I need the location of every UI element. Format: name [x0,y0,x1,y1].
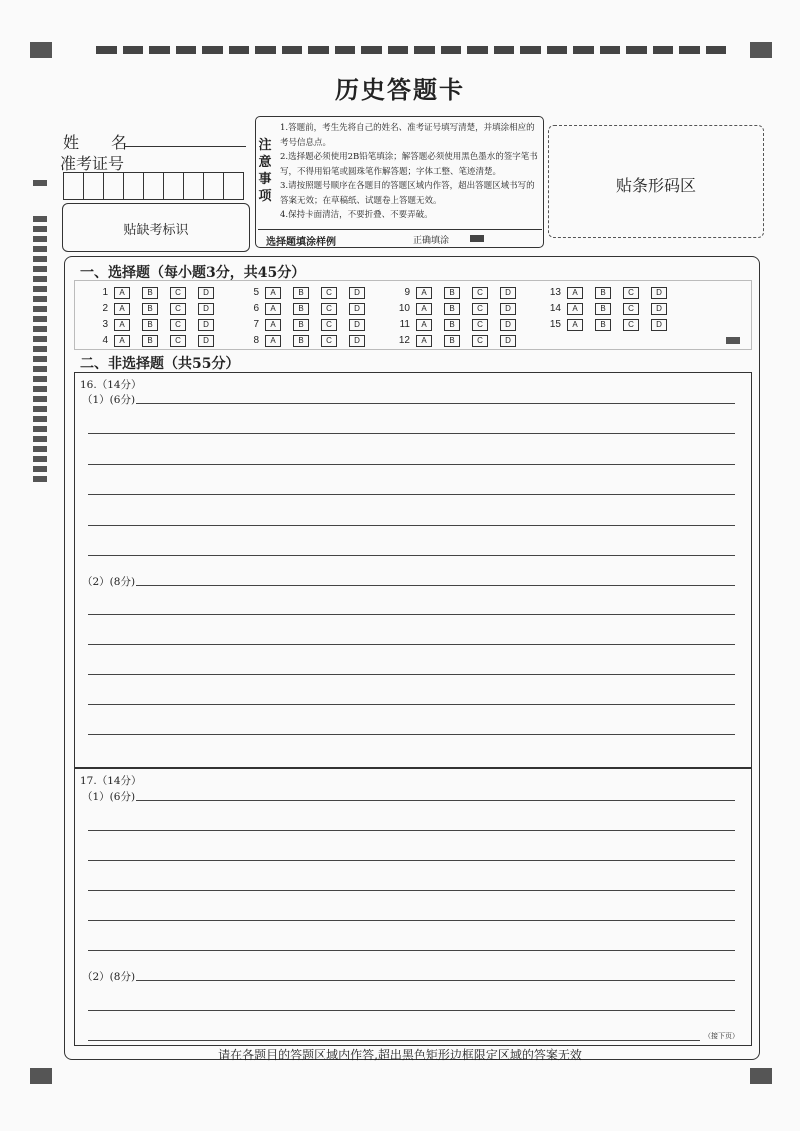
writing-line[interactable] [88,494,735,495]
option-c[interactable]: C [321,303,337,315]
option-d[interactable]: D [198,287,214,299]
choice-question-3 [94,318,245,331]
option-a[interactable]: A [114,335,130,347]
section1-marker [726,337,740,344]
answer-area-q17[interactable] [74,767,752,1046]
question-number: 11 [399,319,410,330]
id-label: 准考证号 [60,154,125,173]
writing-line[interactable] [88,860,735,861]
choice-question-10 [396,302,547,315]
choice-question-8 [245,334,396,347]
section1-title: 一、选择题（每小题3分，共45分） [80,265,306,281]
absent-sticker-label: 贴缺考标识 [123,223,189,238]
choice-question-1 [94,286,245,299]
option-c[interactable]: C [321,287,337,299]
choice-question-6 [245,302,396,315]
question-number: 12 [398,335,410,346]
notice-item: 4.保持卡面清洁，不要折叠、不要弄破。 [280,210,433,220]
absent-sticker-area [62,203,250,252]
footer-warning: 请在各题目的答题区域内作答,超出黑色矩形边框限定区域的答案无效 [218,1048,582,1062]
option-a[interactable]: A [567,319,583,331]
question-number: 10 [398,303,410,314]
option-c[interactable]: C [321,335,337,347]
choice-question-7 [245,318,396,331]
question-number: 4 [102,335,108,346]
option-b[interactable]: B [444,319,460,331]
writing-line[interactable] [88,890,735,891]
q17-part2-label: （2）(8分) [82,971,136,983]
option-d[interactable]: D [500,303,516,315]
option-b[interactable]: B [142,319,158,331]
option-c[interactable]: C [623,287,639,299]
option-d[interactable]: D [349,335,365,347]
notice-title: 注意事项 [258,138,272,204]
option-c[interactable]: C [472,303,488,315]
choice-question-11 [396,318,547,331]
corner-mark-bottom-left [30,1068,52,1084]
writing-line[interactable] [88,464,735,465]
option-c[interactable]: C [623,303,639,315]
q16-label: 16.（14分） [80,379,142,391]
question-number: 13 [549,287,561,298]
option-b[interactable]: B [142,287,158,299]
option-d[interactable]: D [651,287,667,299]
barcode-label: 贴条形码区 [615,176,696,195]
option-c[interactable]: C [170,303,186,315]
choice-question-14 [547,302,698,315]
option-b[interactable]: B [142,335,158,347]
notice-item: 2.选择题必须使用2B铅笔填涂；解答题必须使用黑色墨水的签字笔书写，不得用铅笔或圆珠笔作解答题；字体工整、笔迹清楚。 [280,152,538,177]
writing-line[interactable] [136,585,735,586]
question-number: 6 [253,303,259,314]
choice-question-4 [94,334,245,347]
q16-part1-label: （1）(6分) [82,394,136,406]
option-a[interactable]: A [265,335,281,347]
corner-mark-top-right [750,42,772,58]
q17-label: 17.（14分） [80,775,142,787]
notice-item: 3.请按照题号顺序在各题目的答题区域内作答，超出答题区域书写的答案无效；在草稿纸、试题卷上答题无效。 [280,181,535,206]
option-a[interactable]: A [114,303,130,315]
answer-area-q16[interactable] [74,372,752,769]
exam-id-grid[interactable] [63,172,244,200]
writing-line[interactable] [88,525,735,526]
option-d[interactable]: D [198,319,214,331]
question-number: 15 [549,319,561,330]
page-title: 历史答题卡 [335,75,465,104]
writing-line[interactable] [88,614,735,615]
choice-question-15 [547,318,698,331]
option-b[interactable]: B [293,287,309,299]
choice-question-5 [245,286,396,299]
question-number: 9 [404,287,410,298]
option-d[interactable]: D [349,287,365,299]
option-a[interactable]: A [416,319,432,331]
option-c[interactable]: C [170,287,186,299]
writing-line[interactable] [88,1010,735,1011]
writing-line[interactable] [88,920,735,921]
question-number: 7 [253,319,259,330]
option-a[interactable]: A [416,287,432,299]
option-b[interactable]: B [142,303,158,315]
notice-items [280,121,538,223]
option-d[interactable]: D [651,303,667,315]
option-a[interactable]: A [416,335,432,347]
question-number: 5 [253,287,259,298]
choice-row [94,286,698,299]
left-timing-marks [33,216,47,486]
choice-row [94,334,547,347]
option-a[interactable]: A [265,303,281,315]
option-d[interactable]: D [500,287,516,299]
option-d[interactable]: D [349,319,365,331]
q17-part1-label: （1）(6分) [82,791,136,803]
option-c[interactable]: C [472,319,488,331]
q16-part2-label: （2）(8分) [82,576,136,588]
option-d[interactable]: D [500,319,516,331]
option-b[interactable]: B [444,287,460,299]
option-d[interactable]: D [349,303,365,315]
option-c[interactable]: C [170,335,186,347]
writing-line[interactable] [88,830,735,831]
continue-note: （接下页） [704,1032,739,1040]
choice-row [94,302,698,315]
option-d[interactable]: D [198,335,214,347]
writing-line[interactable] [136,980,735,981]
name-label: 姓 名 [63,133,128,152]
option-d[interactable]: D [500,335,516,347]
option-c[interactable]: C [472,335,488,347]
option-b[interactable]: B [293,335,309,347]
option-b[interactable]: B [293,303,309,315]
writing-line[interactable] [88,704,735,705]
writing-line[interactable] [88,734,735,735]
option-a[interactable]: A [114,287,130,299]
option-a[interactable]: A [567,303,583,315]
writing-line[interactable] [88,1040,700,1041]
option-b[interactable]: B [595,303,611,315]
option-b[interactable]: B [595,287,611,299]
writing-line[interactable] [88,674,735,675]
fill-sample-label: 选择题填涂样例 [266,237,336,248]
option-a[interactable]: A [265,287,281,299]
option-d[interactable]: D [651,319,667,331]
notice-item: 1.答题前，考生先将自己的姓名、准考证号填写清楚，并填涂相应的考号信息点。 [280,123,535,148]
option-a[interactable]: A [114,319,130,331]
choice-question-13 [547,286,698,299]
choice-question-12 [396,334,547,347]
option-a[interactable]: A [416,303,432,315]
option-b[interactable]: B [595,319,611,331]
question-number: 3 [102,319,108,330]
option-c[interactable]: C [170,319,186,331]
corner-mark-top-left [30,42,52,58]
choice-question-2 [94,302,245,315]
option-d[interactable]: D [198,303,214,315]
fill-sample-row [258,229,542,247]
writing-line[interactable] [88,644,735,645]
option-a[interactable]: A [567,287,583,299]
left-timing-mark-single [33,180,47,190]
option-c[interactable]: C [623,319,639,331]
corner-mark-bottom-right [750,1068,772,1084]
question-number: 1 [102,287,108,298]
question-number: 8 [253,335,259,346]
fill-sample-correct-label: 正确填涂 [413,236,450,246]
top-timing-marks [96,46,726,54]
question-number: 14 [549,303,561,314]
option-b[interactable]: B [444,335,460,347]
writing-line[interactable] [88,950,735,951]
writing-line[interactable] [88,433,735,434]
option-b[interactable]: B [293,319,309,331]
barcode-area [548,125,764,238]
choice-question-9 [396,286,547,299]
writing-line[interactable] [88,555,735,556]
option-a[interactable]: A [265,319,281,331]
option-c[interactable]: C [472,287,488,299]
writing-line[interactable] [136,800,735,801]
option-c[interactable]: C [321,319,337,331]
fill-sample-mark [470,235,484,242]
choice-row [94,318,698,331]
option-b[interactable]: B [444,303,460,315]
name-field[interactable] [124,146,246,147]
writing-line[interactable] [136,403,735,404]
question-number: 2 [102,303,108,314]
section2-title: 二、非选择题（共55分） [80,356,240,372]
